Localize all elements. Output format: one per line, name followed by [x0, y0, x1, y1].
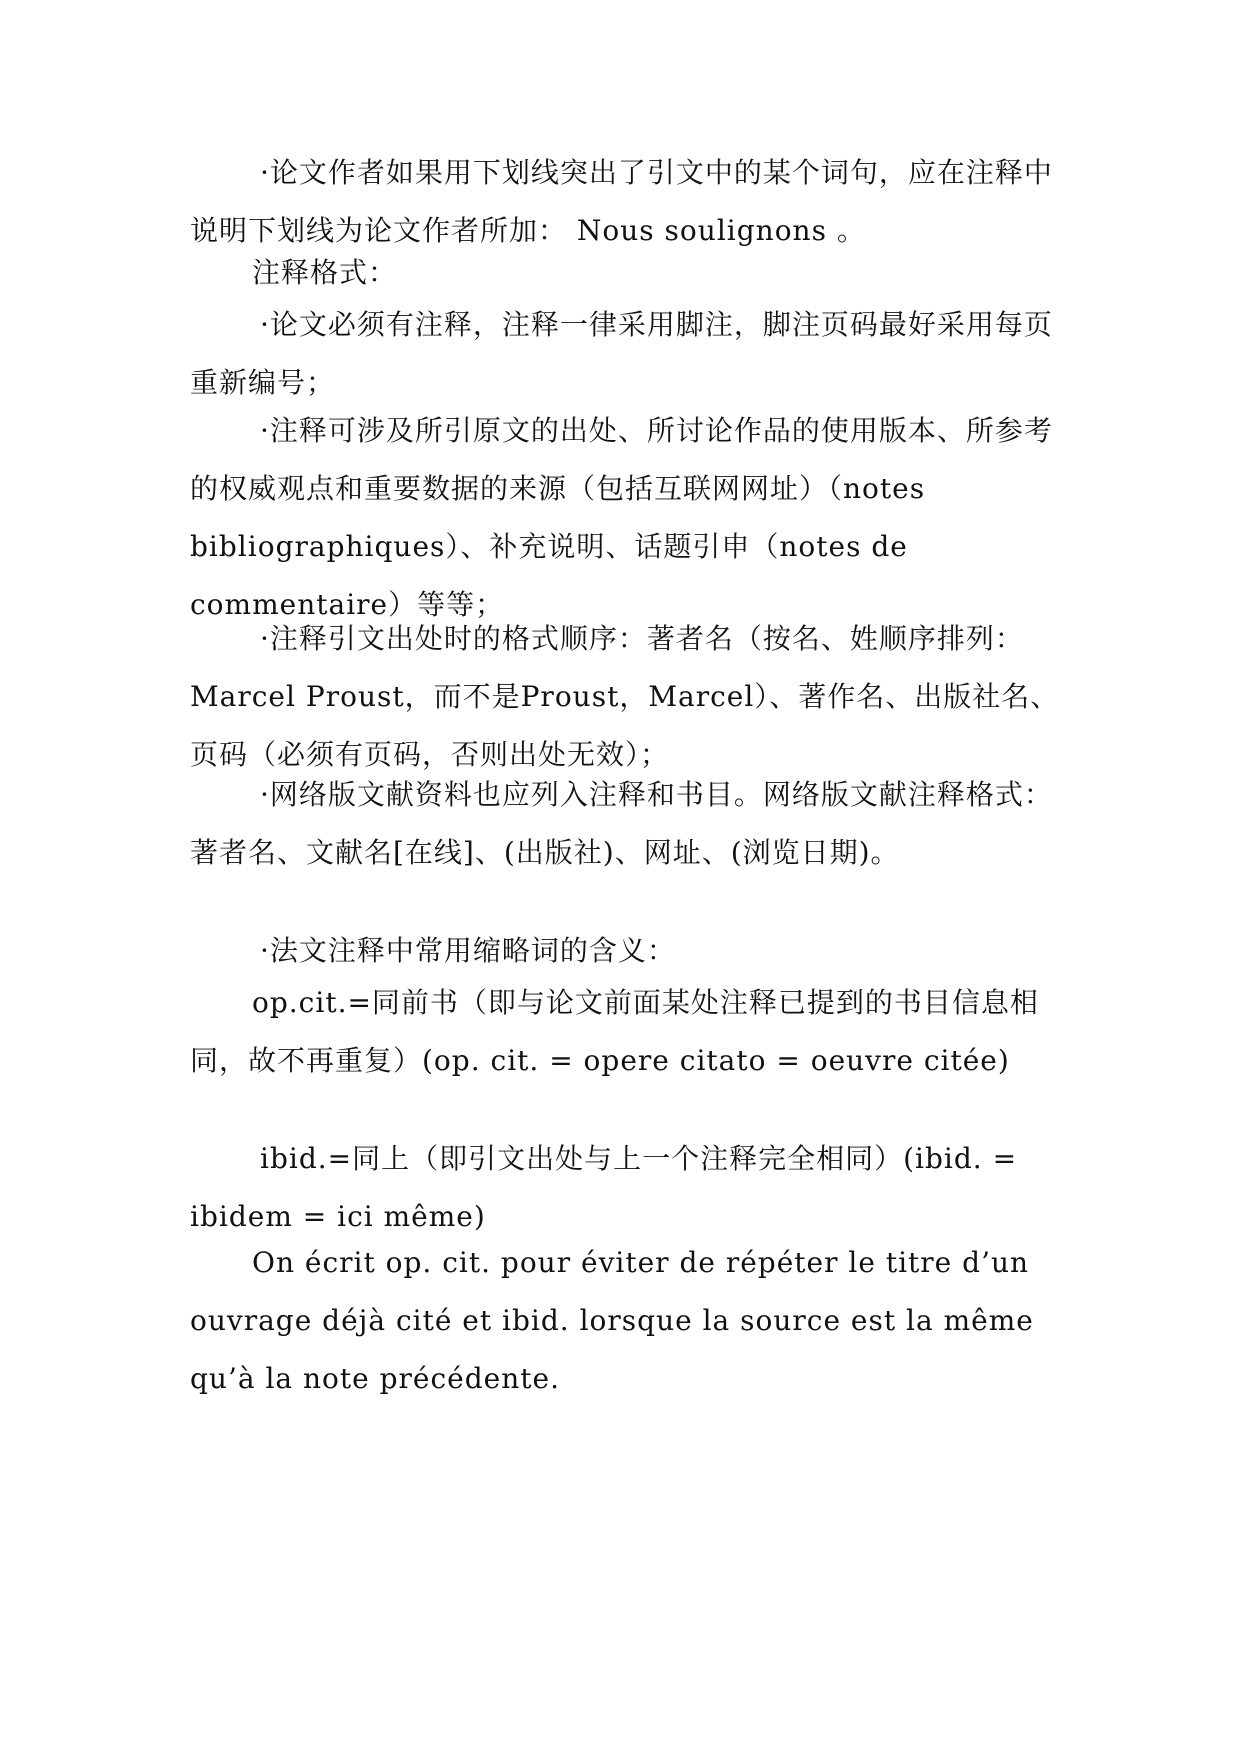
- paragraph-underline-note: ·论文作者如果用下划线突出了引文中的某个词句，应在注释中说明下划线为论文作者所加： Nous soulignons 。: [190, 156, 1053, 247]
- paragraph-citation-order: ·注释引文出处时的格式顺序：著者名（按名、姓顺序排列：Marcel Proust，而不是Proust，Marcel）、著作名、出版社名、页码（必须有页码，否则出处无效）；: [190, 622, 1060, 771]
- paragraph-footnotes-required: ·论文必须有注释，注释一律采用脚注，脚注页码最好采用每页重新编号；: [190, 308, 1053, 399]
- paragraph-french-explanation: On écrit op. cit. pour éviter de répéter le titre d’un ouvrage déjà cité et ibid. lorsque la source est la même qu’à la note précédente.: [190, 1246, 1034, 1395]
- heading-note-format: 注释格式：: [252, 256, 398, 289]
- paragraph-note-contents: ·注释可涉及所引原文的出处、所讨论作品的使用版本、所参考的权威观点和重要数据的来源（包括互联网网址）（notes bibliographiques）、补充说明、话题引申（notes de commentaire）等等；: [190, 414, 1053, 621]
- paragraph-online-sources: ·网络版文献资料也应列入注释和书目。网络版文献注释格式：著者名、文献名[在线]、(出版社)、网址、(浏览日期)。: [190, 778, 1053, 869]
- paragraph-ibid: ibid.=同上（即引文出处与上一个注释完全相同）(ibid. = ibidem = ici même): [190, 1142, 1018, 1233]
- paragraph-op-cit: op.cit.=同前书（即与论文前面某处注释已提到的书目信息相同，故不再重复）(op. cit. = opere citato = oeuvre citée): [190, 986, 1039, 1077]
- paragraph-abbreviations-heading: ·法文注释中常用缩略词的含义：: [260, 934, 676, 967]
